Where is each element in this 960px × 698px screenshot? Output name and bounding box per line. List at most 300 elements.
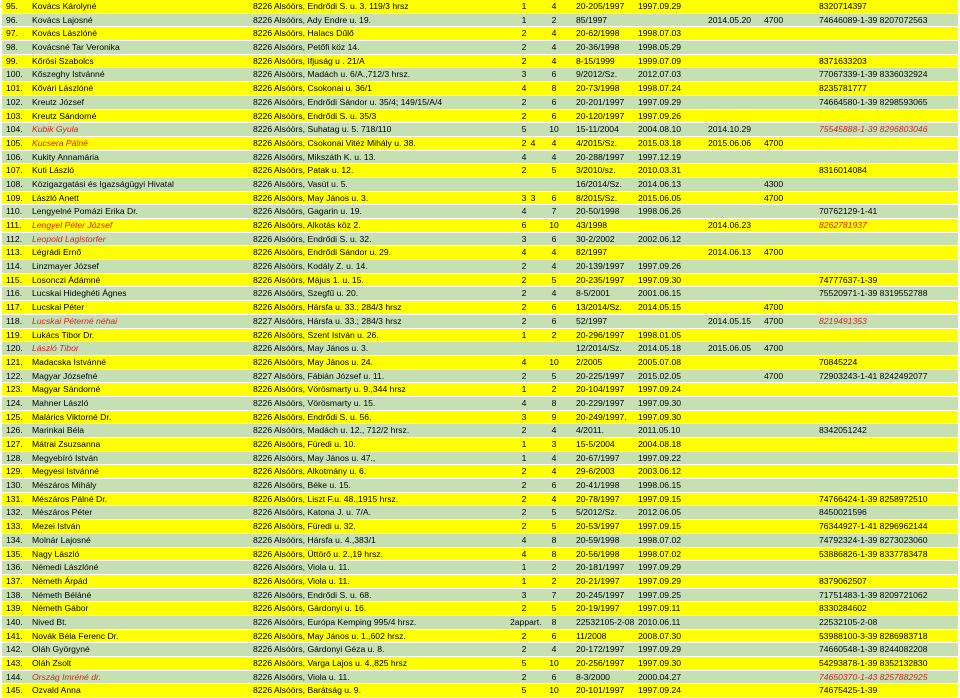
row-number: 109. [6, 192, 23, 203]
tax-number: 74660548-1-39 8244082208 [819, 644, 928, 655]
row-number: 108. [6, 178, 23, 189]
tax-number: 72903243-1-41 8242492077 [819, 370, 928, 381]
owner-name: Oláh Zsolt [32, 658, 72, 668]
owner-name: Marinkai Béla [32, 425, 85, 436]
row-number: 125. [6, 411, 23, 422]
registration-number: 20-205/1997 [576, 1, 625, 11]
property-address: 8226 Alsóörs, Mikszáth K. u. 13. [253, 151, 376, 162]
registration-date: 1998.07.02 [638, 534, 682, 545]
rooms-count: 6 [521, 220, 527, 230]
owner-name: Megyesi Istvánné [32, 466, 99, 477]
owner-name: Kuti László [32, 165, 75, 176]
tax-number: 75545888-1-39 8296803046 [819, 124, 928, 135]
owner-name: Mátrai Zsuzsanna [32, 439, 101, 449]
property-address: 8226 Alsóörs, Füredi u. 32. [253, 521, 356, 532]
registration-date: 1998.06.26 [638, 206, 682, 217]
registration-date: 2008.07.30 [638, 630, 682, 641]
property-address: 8226 Alsóörs, Hársfa u. 33.; 284/3 hrsz [253, 302, 402, 313]
closing-date: 2014.05.15 [708, 315, 752, 326]
table-row [2, 0, 958, 14]
property-address: 8226 Alsóörs, Szegfű u. 20. [253, 288, 359, 299]
table-row [2, 630, 958, 644]
rooms-count: 2 [521, 96, 527, 107]
beds-count: 4 [551, 644, 557, 655]
beds-count: 8 [551, 534, 557, 545]
table-row [2, 233, 958, 247]
tax-number: 74646089-1-39 8207072563 [819, 14, 928, 25]
property-address: 8226 Alsóörs, Szent István u. 26. [253, 329, 379, 340]
registration-number: 20-67/1997 [576, 452, 620, 463]
owner-name: Megyebíró István [32, 452, 98, 463]
registration-date: 2014.05.15 [638, 302, 682, 313]
beds-count: 6 [551, 630, 557, 641]
tax-number: 77067339-1-39 8336032924 [819, 69, 928, 80]
registration-number: 15-5/2004 [576, 439, 615, 449]
table-row [2, 534, 958, 548]
registration-date: 2004.08.18 [638, 439, 682, 449]
property-address: 8226 Alsóörs, Gárdonyi u. 16. [253, 603, 367, 614]
rooms-count: 2 [521, 137, 527, 148]
property-address: 8226 Alsóörs, Viola u. 11. [253, 671, 350, 682]
registration-date: 2000.04.27 [638, 671, 682, 682]
beds-count: 6 [551, 315, 557, 326]
tax-number: 70762129-1-41 [819, 206, 878, 217]
beds-count: 2 [551, 14, 557, 25]
rooms-count: 4 [521, 356, 527, 367]
property-address: 8226 Alsóörs, Béke u. 15. [253, 480, 351, 491]
registration-number: 29-6/2003 [576, 466, 615, 477]
table-row [2, 397, 958, 411]
table-row [2, 260, 958, 274]
table-row [2, 589, 958, 603]
row-number: 116. [6, 288, 23, 299]
property-address: 8226 Alsóörs, Halacs Dűlő [253, 28, 354, 39]
registration-number: 20-249/1997. [576, 411, 627, 422]
register-table [2, 0, 958, 698]
property-address: 8226 Alsóörs, Füredi u. 10. [253, 439, 356, 449]
row-number: 104. [6, 124, 23, 135]
property-address: 8226 Alsóörs, Alkotmány u. 6. [253, 466, 367, 477]
property-address: 8226 Alsóörs, Gagarin u. 19. [253, 206, 362, 217]
registration-number: 20-245/1997 [576, 589, 625, 600]
rooms-count: 2 [521, 315, 527, 326]
rooms-count: 2 [521, 110, 527, 121]
registration-date: 1997.09.29 [638, 1, 682, 11]
property-address: 8226 Alsóörs, Katona J. u. 7/A. [253, 507, 372, 518]
row-number: 98. [6, 42, 18, 53]
registration-date: 2012.06.05 [638, 507, 682, 518]
property-address: 8226 Alsóörs, Üttörő u. 2.,19 hrsz. [253, 548, 383, 559]
beds-count: 4 [551, 493, 557, 504]
rooms-count: 2 [521, 55, 527, 66]
owner-name: Linzmayer József [32, 261, 99, 272]
owner-name: Nived Bt. [32, 616, 67, 627]
registration-number: 11/2008 [576, 630, 607, 641]
rooms-count: 1 [521, 562, 527, 573]
owner-name: Kovács Károlyné [32, 1, 97, 11]
beds-count: 4 [551, 42, 557, 53]
beds-count: 4 [551, 28, 557, 39]
rooms-count: 5 [521, 658, 527, 668]
property-address: 8226 Alsóörs, May János u. 47., [253, 452, 376, 463]
rooms-count: 1 [521, 439, 527, 449]
owner-name: Mezei István [32, 521, 81, 532]
beds-count: 2 [551, 329, 557, 340]
table-row [2, 479, 958, 493]
beds-count: 5 [551, 603, 557, 614]
owner-name: Molnár Lajosné [32, 534, 91, 545]
closing-date: 2014.06.13 [708, 247, 752, 258]
table-row [2, 151, 958, 165]
owner-name: Kovács Lajosné [32, 14, 93, 25]
tax-number: 8450021596 [819, 507, 867, 518]
registration-number: 20-50/1998 [576, 206, 620, 217]
owner-name: Lengyelné Pomázi Erika Dr. [32, 206, 139, 217]
postal-code: 4700 [764, 315, 784, 326]
row-number: 110. [6, 206, 23, 217]
owner-name: Malárics Viktorné Dr. [32, 411, 112, 422]
tax-number: 74675425-1-39 [819, 685, 878, 696]
registration-number: 20-104/1997 [576, 384, 625, 395]
rooms-count: 4 [521, 397, 527, 408]
property-address: 8226 Alsóörs, Madách u. 6/A.,712/3 hrsz. [253, 69, 411, 80]
property-address: 8226 Alsóörs, May János u. 1.,602 hrsz. [253, 630, 406, 641]
table-row [2, 55, 958, 69]
rooms-count: 3 [521, 589, 527, 600]
property-address: 8227 Alsóörs, Hársfa u. 33.; 284/3 hrsz [253, 315, 402, 326]
registration-number: 20-256/1997 [576, 658, 625, 668]
registration-date: 1998.07.24 [638, 83, 682, 94]
table-row [2, 452, 958, 466]
owner-name: Kőszeghy Istvánné [32, 69, 105, 80]
registration-number: 20-101/1997 [576, 685, 625, 696]
property-address: 8226 Alsóörs, Vasút u. 5. [253, 178, 348, 189]
table-row [2, 657, 958, 671]
owner-name: Lucskai Péterné néhai [32, 315, 118, 326]
registration-date: 1997.09.29 [638, 575, 682, 586]
owner-name: Mészáros Pálné Dr. [32, 493, 107, 504]
table-row [2, 315, 958, 329]
beds-count: 4 [551, 452, 557, 463]
owner-name: Ország Imréné dr. [32, 671, 101, 682]
registration-date: 1997.12.19 [638, 151, 682, 162]
rooms-count: 3 [521, 192, 527, 203]
row-number: 106. [6, 151, 23, 162]
table-row [2, 465, 958, 479]
beds-count: 10 [549, 220, 559, 230]
registration-date: 2014.06.13 [638, 178, 682, 189]
registration-number: 20-41/1998 [576, 480, 620, 491]
row-number: 137. [6, 575, 23, 586]
rooms-count: 2 [521, 671, 527, 682]
property-address: 8226 Alsóörs, Endrődi Sándor u. 35/4; 149/15/A/4 [253, 96, 443, 107]
beds-count: 5 [551, 370, 557, 381]
owner-name: Oláh Györgyné [32, 644, 90, 655]
row-number: 144. [6, 671, 23, 682]
property-address: 8226 Alsóörs, Vörösmarty u. 9.,344 hrsz [253, 384, 406, 395]
tax-number: 74664580-1-39 8298593065 [819, 96, 928, 107]
beds-count: 8 [551, 83, 557, 94]
owner-name: Némedi Lászlóné [32, 562, 99, 573]
beds-count: 10 [549, 658, 559, 668]
registration-date: 2001.06.15 [638, 288, 682, 299]
beds-count: 10 [549, 124, 559, 135]
property-address: 8226 Alsóörs, Csokonai Vitéz Mihály u. 38. [253, 137, 416, 148]
table-row [2, 602, 958, 616]
registration-date: 1997.09.25 [638, 589, 682, 600]
owner-name: Németh Árpád [32, 575, 88, 586]
beds-count: 9 [551, 411, 557, 422]
table-row [2, 329, 958, 343]
owner-name: Kreutz József [32, 96, 85, 107]
row-number: 97. [6, 28, 18, 39]
tax-number: 8235781777 [819, 83, 867, 94]
owner-name: Kovács Lászlóné [32, 28, 97, 39]
beds-count: 4 [551, 151, 557, 162]
table-row [2, 164, 958, 178]
owner-name: Kukity Annamária [32, 151, 99, 162]
table-row [2, 219, 958, 233]
tax-number: 8342051242 [819, 425, 867, 436]
beds-count: 10 [549, 356, 559, 367]
registration-date: 2015.06.05 [638, 192, 682, 203]
table-row [2, 110, 958, 124]
owner-name: Németh Béláné [32, 589, 92, 600]
table-row [2, 287, 958, 301]
rooms-count: 2 [521, 28, 527, 39]
table-row [2, 27, 958, 41]
rooms-count: 2 [521, 302, 527, 313]
property-address: 8226 Alsóörs, May János u. 3. [253, 343, 369, 354]
beds-count: 6 [551, 96, 557, 107]
beds-count: 6 [551, 69, 557, 80]
property-address: 8226 Alsóörs, May János u. 3. [253, 192, 369, 203]
registration-date: 1997.09.30 [638, 397, 682, 408]
beds-count: 2 [551, 562, 557, 573]
tax-number: 8379062507 [819, 575, 867, 586]
table-row [2, 14, 958, 28]
property-address: 8226 Alsóörs, Patak u. 12. [253, 165, 354, 176]
row-number: 113. [6, 247, 23, 258]
rooms-count: 2 [521, 274, 527, 285]
table-row [2, 411, 958, 425]
owner-name: Ozvald Anna [32, 685, 81, 696]
rooms-count: 2 [521, 165, 527, 176]
row-number: 101. [6, 83, 23, 94]
table-row [2, 342, 958, 356]
beds-count: 4 [551, 425, 557, 436]
registration-number: 20-296/1997 [576, 329, 625, 340]
registration-number: 12/2014/Sz. [576, 343, 622, 354]
property-address: 8226 Alsóörs, Május 1. u. 15. [253, 274, 364, 285]
registration-date: 1997.09.29 [638, 644, 682, 655]
registration-number: 20-36/1998 [576, 42, 620, 53]
rooms-count: 2 [521, 42, 527, 53]
tax-number: 8371633203 [819, 55, 867, 66]
registration-date: 1997.09.29 [638, 562, 682, 573]
row-number: 121. [6, 356, 23, 367]
postal-code: 4700 [764, 370, 784, 381]
registration-date: 2004.08.10 [638, 124, 682, 135]
beds-count: 2 [551, 384, 557, 395]
owner-name: Lucskai Hideghéti Ágnes [32, 288, 127, 299]
tax-number: 54293878-1-39 8352132830 [819, 658, 928, 668]
beds-count: 4 [551, 261, 557, 272]
registration-number: 20-19/1997 [576, 603, 620, 614]
registration-number: 5/2012/Sz. [576, 507, 618, 518]
table-row [2, 616, 958, 630]
property-address: 8227 Alsóörs, Fábián József u. 11. [253, 370, 385, 381]
owner-name: Magyar Józsefné [32, 370, 98, 381]
rooms-count: 1 [521, 575, 527, 586]
owner-name: Magyar Sándorné [32, 384, 101, 395]
registration-date: 1998.07.03 [638, 28, 682, 39]
property-address: 8226 Alsóörs, May János u. 24. [253, 356, 373, 367]
registration-number: 20-120/1997 [576, 110, 625, 121]
postal-code: 4700 [764, 137, 784, 148]
beds-count: 6 [551, 480, 557, 491]
row-number: 141. [6, 630, 23, 641]
closing-date: 2015.06.05 [708, 343, 752, 354]
row-number: 133. [6, 521, 23, 532]
tax-number: 53988100-3-39 8286983718 [819, 630, 928, 641]
rooms-count: 1 [521, 329, 527, 340]
owner-name: Kővári Lászlóné [32, 83, 94, 94]
beds-count: 8 [551, 397, 557, 408]
beds-count: 6 [551, 110, 557, 121]
beds-count: 2 [551, 575, 557, 586]
row-number: 126. [6, 425, 23, 436]
closing-date: 2014.06.23 [708, 220, 752, 230]
property-address: 8226 Alsóörs, Endrődi S. u. 35/3 [253, 110, 377, 121]
row-number: 134. [6, 534, 23, 545]
row-number: 127. [6, 439, 23, 449]
row-number: 136. [6, 562, 23, 573]
beds-count: 5 [551, 521, 557, 532]
closing-date: 2015.06.06 [708, 137, 752, 148]
table-row [2, 178, 958, 192]
property-address: 8226 Alsóörs, Csokonai u. 36/1 [253, 83, 372, 94]
beds-count: 10 [549, 685, 559, 696]
registration-date: 2002.06.12 [638, 233, 682, 244]
tax-number: 8316014084 [819, 165, 867, 176]
row-number: 103. [6, 110, 23, 121]
row-number: 128. [6, 452, 23, 463]
rooms-count: 2 [521, 288, 527, 299]
registration-number: 20-201/1997 [576, 96, 625, 107]
beds-count: 3 [551, 439, 557, 449]
table-row [2, 506, 958, 520]
property-address: 8226 Alsóörs, Európa Kemping 995/4 hrsz. [253, 616, 417, 627]
rooms-count: 3 [521, 69, 527, 80]
registration-date: 2012.07.03 [638, 69, 682, 80]
rooms-count: 2 [521, 521, 527, 532]
extra-count: 4 [530, 137, 536, 148]
table-row [2, 301, 958, 315]
row-number: 112. [6, 233, 23, 244]
table-row [2, 192, 958, 206]
beds-count: 6 [551, 233, 557, 244]
row-number: 117. [6, 302, 23, 313]
property-address: 8226 Alsóörs, Viola u. 11. [253, 562, 350, 573]
beds-count: 7 [551, 206, 557, 217]
registration-date: 1997.09.22 [638, 452, 682, 463]
property-address: 8226 Alsóörs, Vörösmarty u. 15. [253, 397, 376, 408]
rooms-count: 2 [521, 644, 527, 655]
registration-number: 82/1997 [576, 247, 608, 258]
owner-name: Lengyel Péter József [32, 220, 113, 230]
row-number: 118. [6, 315, 23, 326]
rooms-count: 3 [521, 233, 527, 244]
beds-count: 4 [551, 1, 557, 11]
rooms-count: 2 [521, 507, 527, 518]
registration-date: 1998.05.29 [638, 42, 682, 53]
rooms-count: 2appart. [510, 616, 542, 627]
beds-count: 4 [551, 55, 557, 66]
beds-count: 4 [551, 137, 557, 148]
owner-name: Mahner László [32, 397, 89, 408]
registration-date: 1997.09.26 [638, 110, 682, 121]
rooms-count: 2 [521, 466, 527, 477]
owner-name: László Anett [32, 192, 79, 203]
owner-name: Kubik Gyula [32, 124, 79, 135]
row-number: 145. [6, 685, 23, 696]
row-number: 105. [6, 137, 23, 148]
registration-number: 2/2005 [576, 356, 603, 367]
beds-count: 8 [551, 548, 557, 559]
table-row [2, 274, 958, 288]
property-address: 8226 Alsóörs, Petőfi köz 14. [253, 42, 360, 53]
table-row [2, 520, 958, 534]
property-address: 8226 Alsóörs, Suhatag u. 5. 718/110 [253, 124, 392, 135]
table-row [2, 493, 958, 507]
registration-date: 1997.09.15 [638, 521, 682, 532]
row-number: 131. [6, 493, 23, 504]
row-number: 132. [6, 507, 23, 518]
registration-date: 1998.01.05 [638, 329, 682, 340]
registration-number: 20-59/1998 [576, 534, 620, 545]
property-address: 8226 Alsóörs, Kodály Z. u. 14. [253, 261, 368, 272]
owner-name: Novák Béla Ferenc Dr. [32, 630, 119, 641]
owner-name: Közigazgatási és Igazságügyi Hivatal [32, 178, 174, 189]
registration-number: 20-62/1998 [576, 28, 620, 39]
postal-code: 4700 [764, 302, 784, 313]
registration-date: 2003.06.12 [638, 466, 682, 477]
registration-number: 4/2015/Sz. [576, 137, 618, 148]
owner-name: Leopold Laglstorfer [32, 233, 106, 244]
row-number: 142. [6, 644, 23, 655]
postal-code: 4700 [764, 343, 784, 354]
registration-number: 20-225/1997 [576, 370, 625, 381]
rooms-count: 4 [521, 534, 527, 545]
row-number: 102. [6, 96, 23, 107]
registration-date: 1997.09.29 [638, 96, 682, 107]
property-address: 8226 Alsóörs, Viola u. 11. [253, 575, 350, 586]
beds-count: 6 [551, 302, 557, 313]
tax-number: 76344927-1-41 8296962144 [819, 521, 928, 532]
property-address: 8226 Alsóörs, Endrődi S. u. 68. [253, 589, 372, 600]
postal-code: 4700 [764, 247, 784, 258]
tax-number: 74766424-1-39 8258972510 [819, 493, 928, 504]
registration-number: 8-15/1999 [576, 55, 615, 66]
registration-date: 1997.09.30 [638, 658, 682, 668]
owner-name: Kucsera Pálné [32, 137, 88, 148]
closing-date: 2014.10.29 [708, 124, 752, 135]
property-address: 8226 Alsóörs, Madách u. 12., 712/2 hrsz. [253, 425, 410, 436]
registration-date: 1998.07.02 [638, 548, 682, 559]
tax-number: 74792324-1-39 8273023060 [819, 534, 928, 545]
table-row [2, 438, 958, 452]
